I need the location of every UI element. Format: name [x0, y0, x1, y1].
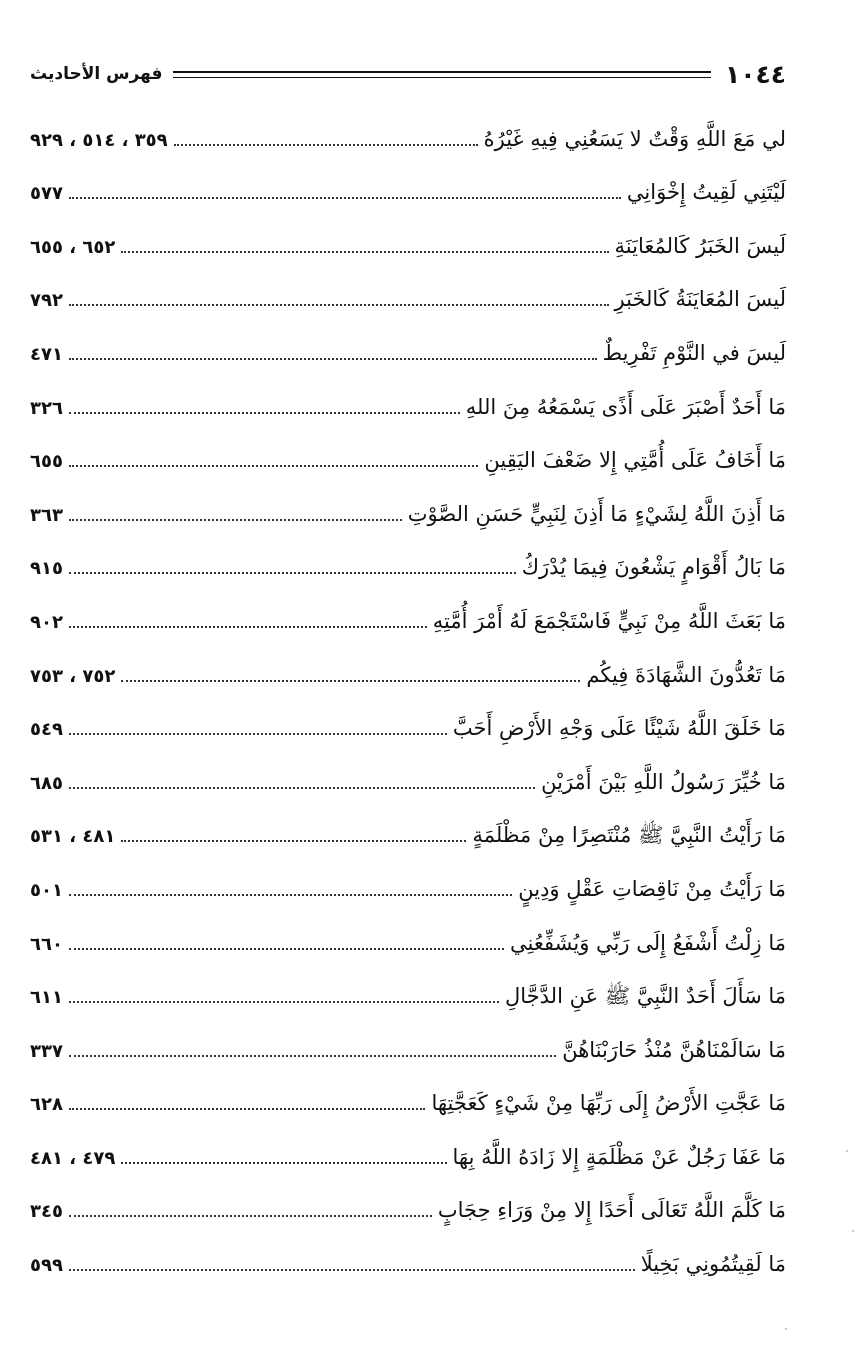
dot-leader [69, 626, 427, 628]
hadith-index-list [30, 106, 786, 1285]
index-entry [30, 1071, 786, 1125]
dot-leader [121, 840, 466, 842]
dot-leader [121, 1162, 446, 1164]
index-entry [30, 1178, 786, 1232]
dot-leader [121, 251, 608, 253]
page-references: ٦٢٨ [30, 1094, 63, 1116]
index-entry [30, 749, 786, 803]
dot-leader [69, 465, 478, 467]
page-number: ١٠٤٤ [724, 59, 786, 89]
dot-leader [69, 412, 460, 414]
index-entry [30, 1231, 786, 1285]
page-title: فهرس الأحاديث [30, 64, 163, 84]
dot-leader [69, 304, 609, 306]
hadith-text: لَيْتَنِي لَقِيتُ إِخْوَانِي [626, 180, 786, 205]
index-entry [30, 428, 786, 482]
page-references: ٣٦٣ [30, 504, 63, 526]
index-entry [30, 1017, 786, 1071]
page-references: ٣٢٦ [30, 397, 63, 419]
index-entry [30, 1124, 786, 1178]
page-references: ٩١٥ [30, 558, 63, 580]
page-references: ٤٨١ ، ٥٣١ [30, 826, 116, 848]
dot-leader [69, 787, 535, 789]
hadith-text: لَيسَ المُعَايَنَةُ كَالخَبَرِ [614, 287, 786, 312]
hadith-text: لي مَعَ اللَّهِ وَقْتٌ لا يَسَعُنِي فِيهِ غَيْرُهُ [483, 126, 786, 151]
dot-leader [69, 519, 402, 521]
dot-leader [69, 572, 516, 574]
page-references: ٦١١ [30, 987, 63, 1009]
hadith-text: مَا عَجَّتِ الأَرْضُ إِلَى رَبِّهَا مِنْ شَيْءٍ كَعَجَّتِهَا [431, 1091, 786, 1116]
header-rule [173, 71, 711, 78]
hadith-text: مَا خُيِّرَ رَسُولُ اللَّهِ بَيْنَ أَمْرَيْنِ [541, 769, 786, 794]
page-references: ٣٤٥ [30, 1201, 63, 1223]
scan-speck [785, 1328, 787, 1330]
dot-leader [69, 948, 504, 950]
page-references: ٣٣٧ [30, 1040, 63, 1062]
hadith-text: مَا أَحَدٌ أَصْبَرَ عَلَى أَذًى يَسْمَعُهُ مِنَ اللهِ [465, 394, 786, 419]
hadith-text: مَا بَالُ أَقْوَامٍ يَشْعُونَ فِيمَا يُدْرَكُ [521, 555, 786, 580]
index-entry [30, 535, 786, 589]
page-references: ٦٥٢ ، ٦٥٥ [30, 236, 116, 258]
index-page [30, 50, 786, 1330]
index-entry [30, 213, 786, 267]
page-references: ٦٦٠ [30, 933, 63, 955]
page-references: ٧٩٢ [30, 290, 63, 312]
hadith-text: مَا سَأَلَ أَحَدٌ النَّبِيَّ ﷺ عَنِ الدَّجَّالِ [505, 984, 786, 1009]
hadith-text: مَا بَعَثَ اللَّهُ مِنْ نَبِيٍّ فَاسْتَجْمَعَ لَهُ أَمْرَ أُمَّتِهِ [432, 608, 786, 633]
index-entry [30, 160, 786, 214]
dot-leader [69, 1269, 635, 1271]
page-references: ٦٨٥ [30, 772, 63, 794]
scan-speck [846, 1150, 848, 1152]
hadith-text: مَا تَعُدُّونَ الشَّهَادَةَ فِيكُم [586, 662, 786, 687]
dot-leader [69, 197, 621, 199]
dot-leader [174, 144, 478, 146]
hadith-text: مَا سَالَمْنَاهُنَّ مُنْذُ حَارَبْنَاهُنَّ [562, 1037, 786, 1062]
page-references: ٥٠١ [30, 879, 63, 901]
hadith-text: مَا زِلْتُ أَشْفَعُ إِلَى رَبِّي وَيُشَفِّعُنِي [510, 930, 786, 955]
hadith-text: مَا أَذِنَ اللَّهُ لِشَيْءٍ مَا أَذِنَ لِنَبِيٍّ حَسَنِ الصَّوْتِ [407, 501, 786, 526]
hadith-text: مَا خَلَقَ اللَّهُ شَيْئًا عَلَى وَجْهِ الأَرْضِ أَحَبَّ [452, 716, 786, 741]
page-references: ٤٧٩ ، ٤٨١ [30, 1147, 116, 1169]
index-entry [30, 588, 786, 642]
hadith-text: مَا كَلَّمَ اللَّهُ تَعَالَى أَحَدًا إِلا مِنْ وَرَاءِ حِجَابٍ [437, 1198, 786, 1223]
hadith-text: لَيسَ في النَّوْمِ تَفْرِيطٌ [602, 340, 786, 365]
dot-leader [69, 1055, 556, 1057]
page-references: ٩٠٢ [30, 611, 63, 633]
index-entry [30, 267, 786, 321]
page-references: ٥٩٩ [30, 1255, 63, 1277]
index-entry [30, 374, 786, 428]
page-references: ٦٥٥ [30, 451, 63, 473]
hadith-text: مَا رَأَيْتُ مِنْ نَاقِصَاتِ عَقْلٍ وَدِينٍ [518, 876, 786, 901]
hadith-text: مَا أَخَافُ عَلَى أُمَّتِي إِلا ضَعْفَ اليَقِينِ [484, 448, 786, 473]
index-entry [30, 696, 786, 750]
index-entry [30, 910, 786, 964]
dot-leader [69, 1108, 426, 1110]
page-header [30, 50, 786, 98]
index-entry [30, 856, 786, 910]
dot-leader [69, 1001, 499, 1003]
page-references: ٣٥٩ ، ٥١٤ ، ٩٢٩ [30, 129, 168, 151]
dot-leader [69, 733, 447, 735]
dot-leader [69, 358, 597, 360]
hadith-text: لَيسَ الخَبَرُ كَالمُعَايَنَةِ [614, 233, 786, 258]
index-entry [30, 320, 786, 374]
page-references: ٧٥٢ ، ٧٥٣ [30, 665, 116, 687]
index-entry [30, 803, 786, 857]
hadith-text: مَا عَفَا رَجُلٌ عَنْ مَظْلَمَةٍ إِلا زَادَهُ اللَّهُ بِهَا [452, 1144, 786, 1169]
page-references: ٥٤٩ [30, 719, 63, 741]
index-entry [30, 106, 786, 160]
hadith-text: مَا رَأَيْتُ النَّبِيَّ ﷺ مُنْتَصِرًا مِنْ مَظْلَمَةٍ [472, 823, 786, 848]
index-entry [30, 642, 786, 696]
page-references: ٤٧١ [30, 343, 63, 365]
dot-leader [69, 894, 512, 896]
dot-leader [69, 1215, 432, 1217]
index-entry [30, 481, 786, 535]
page-references: ٥٧٧ [30, 183, 63, 205]
index-entry [30, 964, 786, 1018]
dot-leader [121, 680, 580, 682]
scan-speck [852, 1230, 854, 1232]
hadith-text: مَا لَقِيتُمُونِي بَخِيلًا [640, 1252, 786, 1277]
